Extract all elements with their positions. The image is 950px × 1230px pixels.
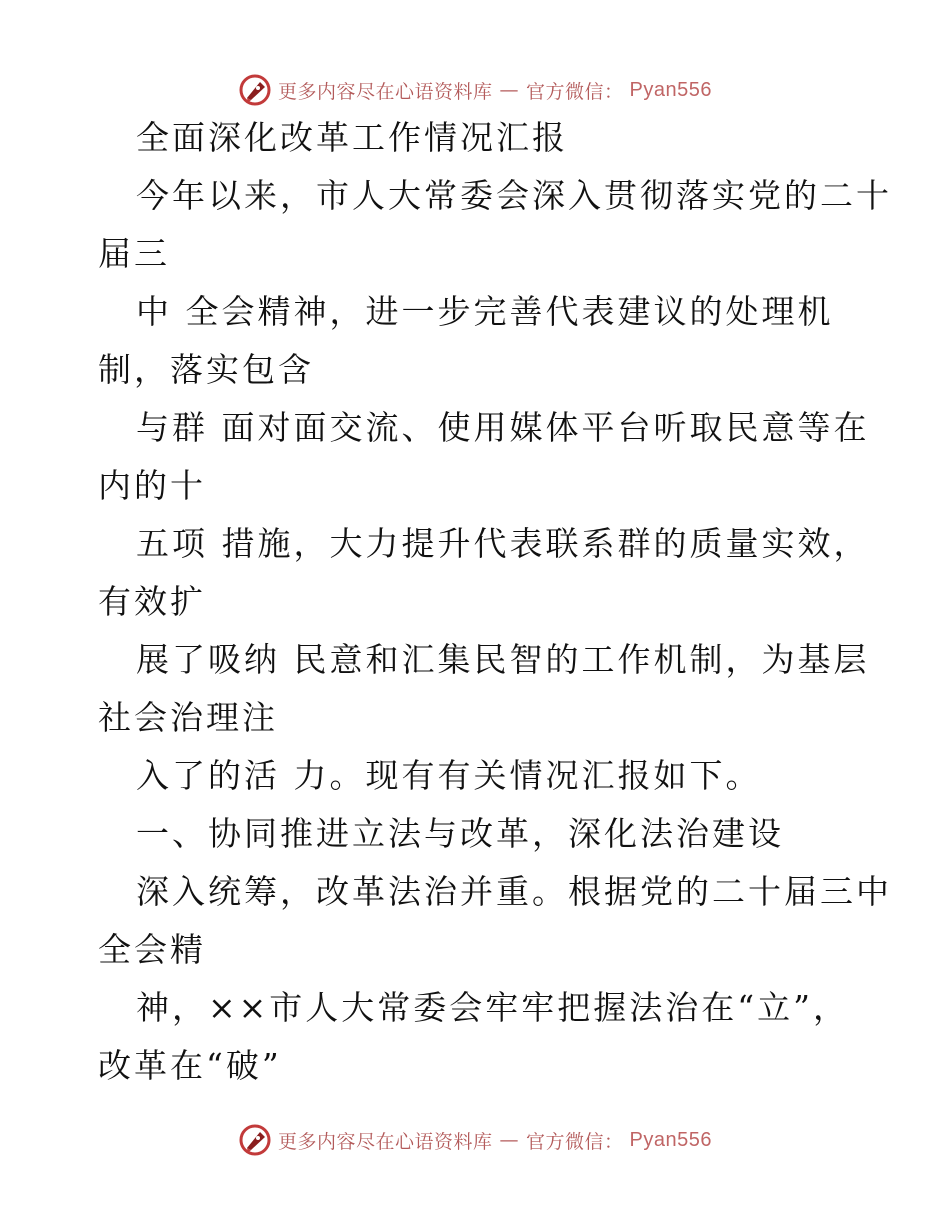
banner-wechat-id: Pyan556 <box>629 78 712 101</box>
banner-dash: — <box>499 1129 520 1151</box>
doc-line: 五项 措施，大力提升代表联系群的质量实效， <box>136 524 870 563</box>
banner-dash: — <box>499 79 520 101</box>
doc-line: 届三 <box>98 234 170 273</box>
doc-line: 与群 面对面交流、使用媒体平台听取民意等在 <box>136 408 870 447</box>
doc-line: 今年以来，市人大常委会深入贯彻落实党的二十 <box>136 176 892 215</box>
doc-line: 社会治理注 <box>98 698 278 737</box>
doc-line: 入了的活 力。现有有关情况汇报如下。 <box>136 756 762 795</box>
banner-sub-text: 官方微信： <box>526 1130 624 1153</box>
doc-line: 有效扩 <box>98 582 206 621</box>
banner-sub-text: 官方微信： <box>526 80 624 103</box>
doc-line: 展了吸纳 民意和汇集民智的工作机制，为基层 <box>136 640 870 679</box>
doc-title: 全面深化改革工作情况汇报 <box>136 118 568 157</box>
doc-line: 全会精 <box>98 930 206 969</box>
banner-main-text: 更多内容尽在心语资料库 <box>278 1130 493 1153</box>
doc-line: 神，××市人大常委会牢牢把握法治在“立”， <box>136 988 850 1027</box>
banner-main-text: 更多内容尽在心语资料库 <box>278 80 493 103</box>
doc-line: 改革在“破” <box>98 1046 282 1085</box>
footer-banner <box>0 1120 950 1160</box>
pen-nib-logo-icon <box>238 73 272 107</box>
doc-line: 中 全会精神，进一步完善代表建议的处理机 <box>136 292 834 331</box>
doc-line: 内的十 <box>98 466 206 505</box>
section-heading: 一、协同推进立法与改革，深化法治建设 <box>136 814 784 853</box>
doc-line: 深入统筹，改革法治并重。根据党的二十届三中 <box>136 872 892 911</box>
header-banner <box>0 70 950 110</box>
banner-wechat-id: Pyan556 <box>629 1128 712 1151</box>
pen-nib-logo-icon <box>238 1123 272 1157</box>
doc-line: 制，落实包含 <box>98 350 314 389</box>
